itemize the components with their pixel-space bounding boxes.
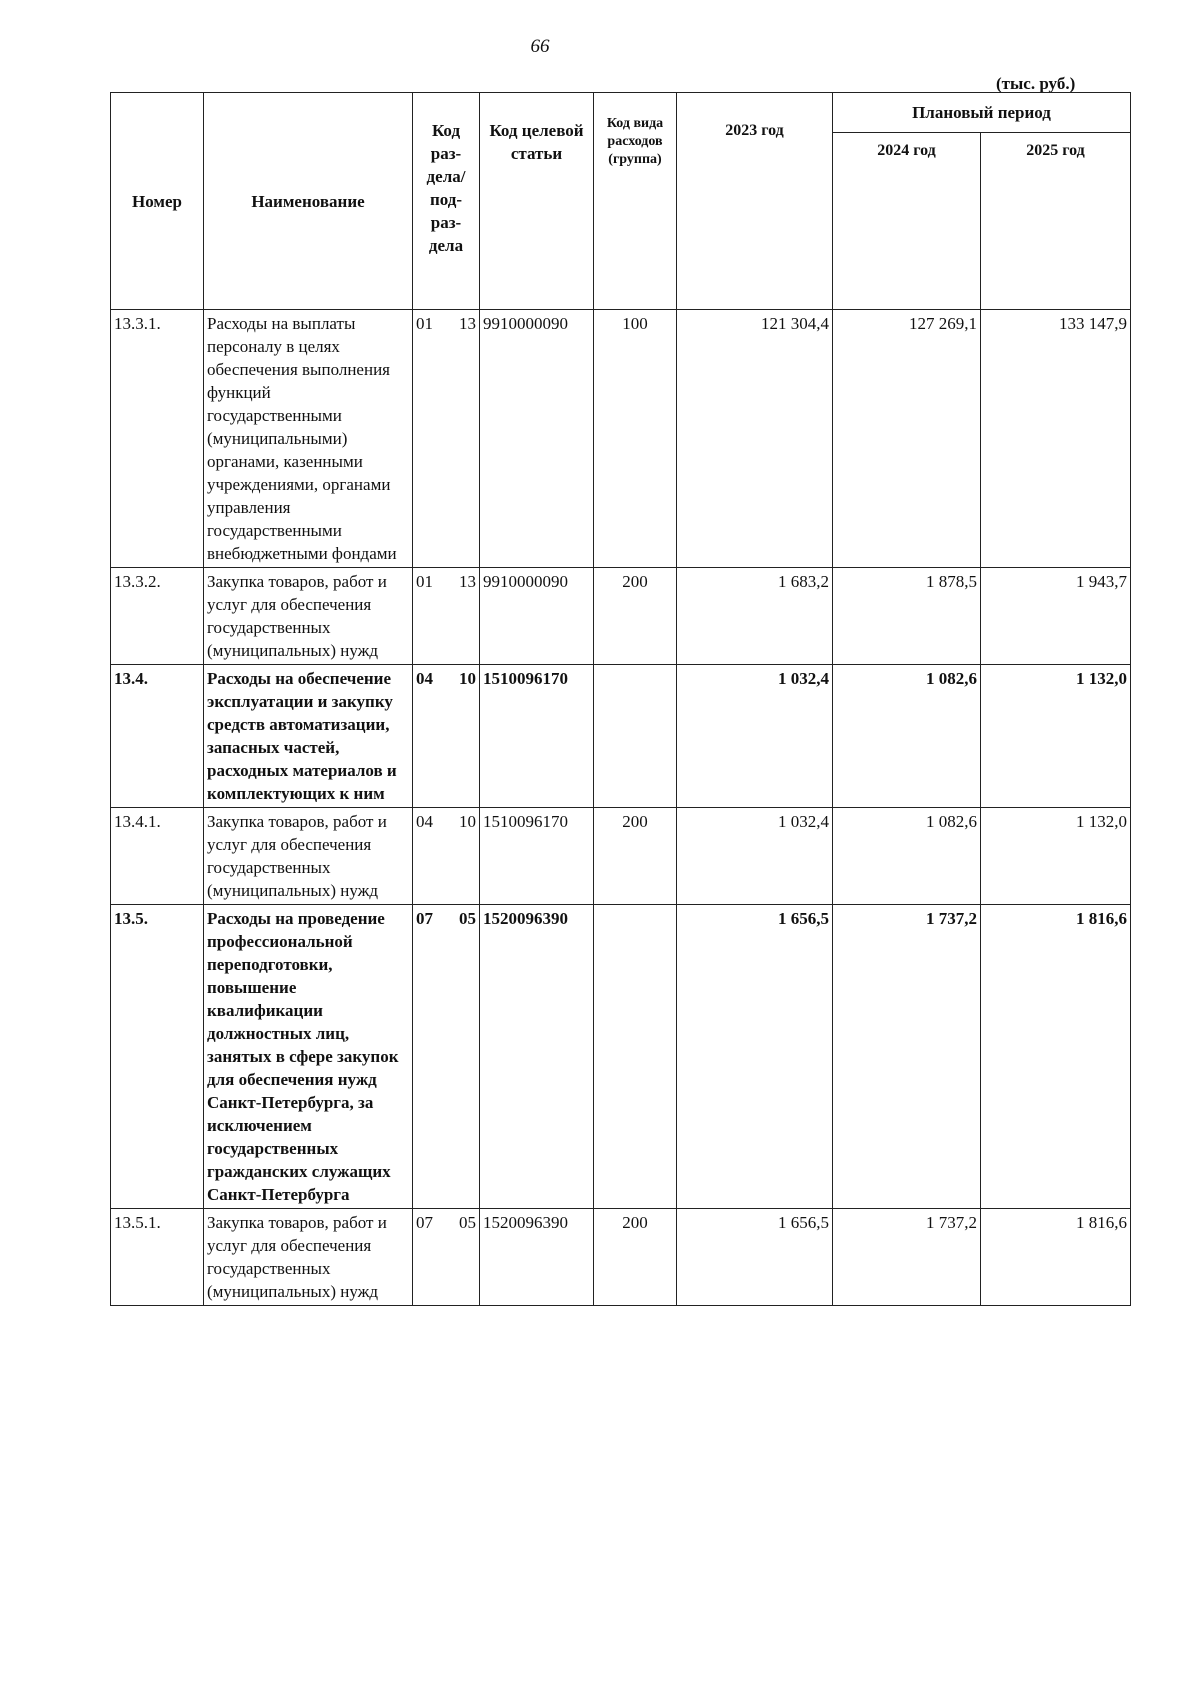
row-section: 04 (416, 812, 433, 831)
table-row (111, 905, 1131, 1209)
row-name: Закупка товаров, работ и услуг для обеспечения государственных (муниципальных) нужд (204, 808, 413, 905)
row-section: 04 (416, 669, 433, 688)
row-amount-2025: 1 132,0 (981, 808, 1131, 905)
row-expense-type: 200 (594, 568, 677, 665)
row-amount-2024: 1 737,2 (833, 1209, 981, 1306)
header-target-code: Код целевой статьи (480, 93, 594, 310)
row-number: 13.3.1. (111, 310, 204, 568)
page-number: 66 (530, 36, 550, 57)
row-name: Расходы на проведение профессиональной переподготовки, повышение квалификации должностных лиц, занятых в сфере закупок для обеспечения нужд Санкт-Петербурга, за исключением государственных гражданских служащих Санкт-Петербурга (204, 905, 413, 1209)
row-section-code (413, 568, 480, 665)
row-name: Закупка товаров, работ и услуг для обеспечения государственных (муниципальных) нужд (204, 568, 413, 665)
header-number: Номер (111, 93, 204, 310)
row-amount-2025: 133 147,9 (981, 310, 1131, 568)
row-subsection: 13 (459, 572, 476, 591)
header-planning-period: Плановый период (833, 93, 1131, 133)
row-amount-2023: 1 032,4 (677, 808, 833, 905)
row-subsection: 10 (459, 812, 476, 831)
header-section-code: Код раз-дела/ под-раз-дела (413, 93, 480, 310)
table-row (111, 665, 1131, 808)
row-section: 07 (416, 909, 433, 928)
table-body (111, 310, 1131, 1306)
header-year-2023: 2023 год (677, 93, 833, 310)
row-section-code (413, 665, 480, 808)
units-label: (тыс. руб.) (996, 74, 1076, 93)
row-target-code: 1520096390 (480, 905, 594, 1209)
row-name: Закупка товаров, работ и услуг для обеспечения государственных (муниципальных) нужд (204, 1209, 413, 1306)
row-number: 13.4.1. (111, 808, 204, 905)
table-header (111, 93, 1131, 310)
row-amount-2024: 127 269,1 (833, 310, 981, 568)
row-section-code (413, 310, 480, 568)
header-year-2024: 2024 год (833, 133, 981, 310)
row-amount-2024: 1 737,2 (833, 905, 981, 1209)
row-name: Расходы на обеспечение эксплуатации и закупку средств автоматизации, запасных частей, расходных материалов и комплектующих к ним (204, 665, 413, 808)
row-subsection: 10 (459, 669, 476, 688)
row-target-code: 1510096170 (480, 808, 594, 905)
row-name: Расходы на выплаты персоналу в целях обеспечения выполнения функций государственными (муниципальными) органами, казенными учреждениями, органами управления государственными внебюджетными фондами (204, 310, 413, 568)
row-amount-2025: 1 132,0 (981, 665, 1131, 808)
row-subsection: 13 (459, 314, 476, 333)
row-expense-type: 200 (594, 808, 677, 905)
row-section-code (413, 808, 480, 905)
table-row (111, 568, 1131, 665)
row-section: 01 (416, 314, 433, 333)
header-year-2025: 2025 год (981, 133, 1131, 310)
row-amount-2024: 1 878,5 (833, 568, 981, 665)
row-number: 13.4. (111, 665, 204, 808)
row-amount-2023: 1 683,2 (677, 568, 833, 665)
budget-table (110, 92, 1131, 1306)
row-amount-2025: 1 943,7 (981, 568, 1131, 665)
table-row (111, 310, 1131, 568)
row-amount-2025: 1 816,6 (981, 905, 1131, 1209)
header-name: Наименование (204, 93, 413, 310)
row-number: 13.3.2. (111, 568, 204, 665)
row-amount-2023: 1 032,4 (677, 665, 833, 808)
table-row (111, 1209, 1131, 1306)
table-row (111, 808, 1131, 905)
row-target-code: 9910000090 (480, 568, 594, 665)
row-amount-2024: 1 082,6 (833, 808, 981, 905)
row-amount-2024: 1 082,6 (833, 665, 981, 808)
row-number: 13.5.1. (111, 1209, 204, 1306)
row-expense-type: 200 (594, 1209, 677, 1306)
row-target-code: 9910000090 (480, 310, 594, 568)
row-expense-type (594, 665, 677, 808)
row-number: 13.5. (111, 905, 204, 1209)
row-expense-type (594, 905, 677, 1209)
row-target-code: 1510096170 (480, 665, 594, 808)
row-section: 01 (416, 572, 433, 591)
row-section: 07 (416, 1213, 433, 1232)
row-section-code (413, 905, 480, 1209)
row-expense-type: 100 (594, 310, 677, 568)
row-target-code: 1520096390 (480, 1209, 594, 1306)
row-subsection: 05 (459, 1213, 476, 1232)
row-amount-2023: 121 304,4 (677, 310, 833, 568)
row-amount-2023: 1 656,5 (677, 905, 833, 1209)
row-amount-2025: 1 816,6 (981, 1209, 1131, 1306)
row-subsection: 05 (459, 909, 476, 928)
row-section-code (413, 1209, 480, 1306)
header-expense-code: Код вида расходов (группа) (594, 93, 677, 310)
row-amount-2023: 1 656,5 (677, 1209, 833, 1306)
